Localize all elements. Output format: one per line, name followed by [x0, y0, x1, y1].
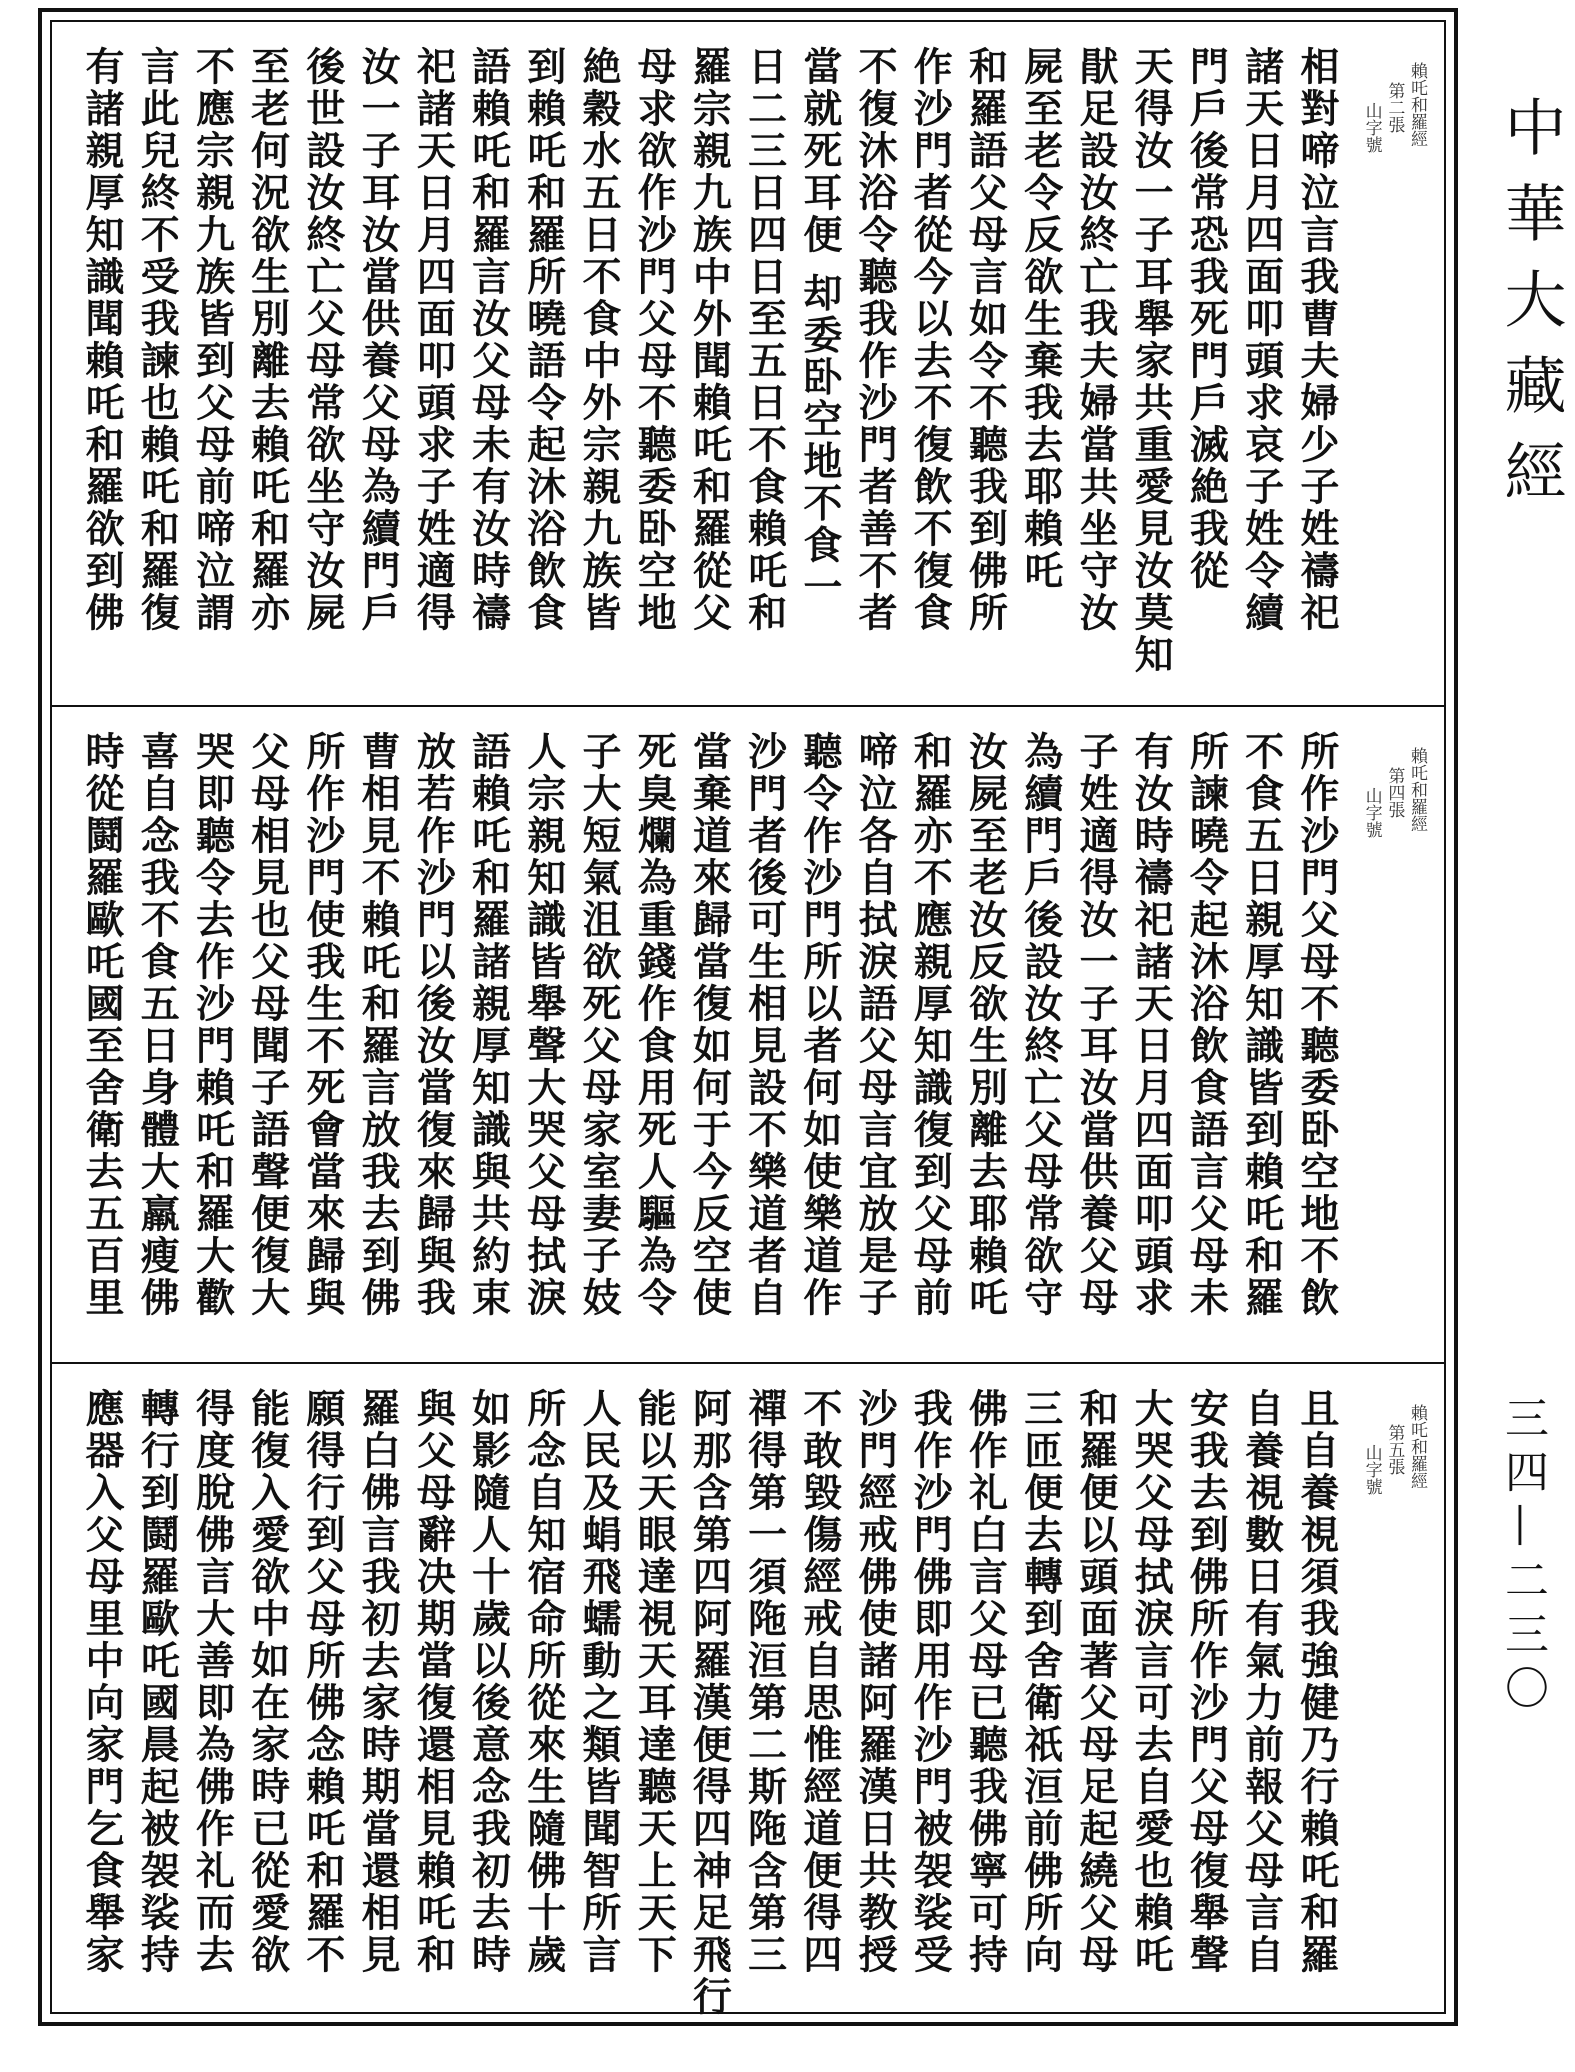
text-column: 得度脫佛言大善即為佛作礼而去	[189, 1388, 236, 1976]
register-bottom	[52, 1364, 1444, 2018]
text-column: 和羅亦不應親厚知識復到父母前	[907, 731, 954, 1319]
text-column: 三匝便去轉到舍衛祇洹前佛所向	[1017, 1388, 1064, 1976]
text-column: 作沙門者從今以去不復飲不復食	[907, 46, 954, 634]
text-column: 絶穀水五日不食中外宗親九族皆	[575, 46, 622, 634]
text-column: 啼泣各自拭淚語父母言宜放是子	[852, 731, 899, 1319]
text-column: 羅宗親九族中外聞賴吒和羅從父	[686, 46, 733, 634]
text-column: 沙門經戒佛使諸阿羅漢日共教授	[852, 1388, 899, 1976]
text-column: 時從鬪羅歐吒國至舍衛去五百里	[79, 731, 125, 1319]
text-column: 汝一子耳汝當供養父母為續門戶	[355, 46, 402, 634]
text-column: 人宗親知識皆舉聲大哭父母拭淚	[520, 731, 567, 1319]
text-column: 如影隨人十歲以後意念我初去時	[465, 1388, 512, 1976]
text-column: 曹相見不賴吒和羅言放我去到佛	[355, 731, 402, 1319]
text-column: 喜自念我不食五日身體大羸瘦佛	[134, 731, 181, 1319]
text-column: 佛作礼白言父母已聽我佛寧可持	[962, 1388, 1009, 1976]
text-column: 人民及蜎飛蠕動之類皆聞智所言	[575, 1388, 622, 1976]
text-column: 與父母辭决期當復還相見賴吒和	[410, 1388, 457, 1976]
text-column: 後世設汝終亡父母常欲坐守汝屍	[299, 46, 346, 634]
text-column: 死臭爛為重錢作食用死人驅為令	[631, 731, 678, 1319]
gutter-notes	[1346, 747, 1426, 1322]
text-column: 子大短氣沮欲死父母家室妻子妓	[575, 731, 622, 1319]
text-column: 羅白佛言我初去家時期當還相見	[355, 1388, 402, 1976]
text-column: 屍至老令反欲生棄我去耶賴吒	[1017, 46, 1064, 592]
text-column: 語賴吒和羅諸親厚知識與共約束	[465, 731, 512, 1319]
text-column: 言此兒終不受我諫也賴吒和羅復	[134, 46, 181, 634]
text-column: 天得汝一子耳舉家共重愛見汝莫知	[1128, 46, 1175, 676]
text-column: 放若作沙門以後汝當復來歸與我	[410, 731, 457, 1319]
text-columns	[79, 731, 1340, 1352]
text-column: 日二三日四日至五日不食賴吒和	[741, 46, 788, 634]
page-frame	[38, 8, 1458, 2026]
text-column: 所念自知宿命所從來生隨佛十歲	[520, 1388, 567, 1976]
text-column: 禪得第一須陁洹第二斯陁含第三	[741, 1388, 788, 1976]
register-middle	[52, 707, 1444, 1364]
text-column: 且自養視須我強健乃行賴吒和羅	[1293, 1388, 1340, 1976]
text-column: 有諸親厚知識聞賴吒和羅欲到佛	[79, 46, 125, 634]
text-column: 門戶後常恐我死門戶滅絶我從	[1183, 46, 1230, 592]
text-column: 所諫曉令起沐浴飲食語言父母未	[1183, 731, 1230, 1319]
gutter-notes	[1346, 62, 1426, 665]
page-number: 三四—二三〇	[1497, 1395, 1548, 1719]
gutter-note: 第五張	[1384, 1424, 1405, 1475]
text-column: 沙門者後可生相見設不樂道者自	[741, 731, 788, 1319]
text-column: 聽令作沙門所以者何如使樂道作	[796, 731, 843, 1319]
gutter-note: 山字號	[1361, 102, 1382, 153]
text-columns	[79, 1388, 1340, 2018]
text-column: 汝屍至老汝反欲生別離去耶賴吒	[962, 731, 1009, 1319]
text-column: 不食五日親厚知識皆到賴吒和羅	[1238, 731, 1285, 1319]
text-column: 父母相見也父母聞子語聲便復大	[244, 731, 291, 1319]
text-column: 阿那含第四阿羅漢便得四神足飛行	[686, 1388, 733, 2018]
text-column: 不復沐浴令聽我作沙門者善不者	[852, 46, 899, 634]
text-column: 到賴吒和羅所曉語令起沐浴飲食	[520, 46, 567, 634]
text-column: 相對啼泣言我曹夫婦少子姓禱祀	[1293, 46, 1340, 634]
text-column: 不敢毀傷經戒自思惟經道便得四	[796, 1388, 843, 1976]
text-column: 和羅語父母言如令不聽我到佛所	[962, 46, 1009, 634]
text-column: 願得行到父母所佛念賴吒和羅不	[299, 1388, 346, 1976]
gutter-note: 賴吒和羅經	[1407, 62, 1427, 147]
gutter-note: 山字號	[1361, 1444, 1382, 1495]
text-column: 不應宗親九族皆到父母前啼泣謂	[189, 46, 236, 634]
gutter-note: 賴吒和羅經	[1407, 1404, 1427, 1489]
text-column: 我作沙門佛即用作沙門被袈裟受	[907, 1388, 954, 1976]
text-column: 能以天眼達視天耳達聽天上天下	[631, 1388, 678, 1976]
register-top	[52, 22, 1444, 707]
gutter-note: 第二張	[1384, 82, 1405, 133]
text-column: 哭即聽令去作沙門賴吒和羅大歡	[189, 731, 236, 1319]
collection-title: 中華大藏經	[1494, 95, 1567, 525]
text-column: 安我去到佛所作沙門父母復舉聲	[1183, 1388, 1230, 1976]
text-column: 子姓適得汝一子耳汝當供養父母	[1072, 731, 1119, 1319]
inner-frame	[50, 20, 1446, 2018]
text-column: 猒足設汝終亡我夫婦當共坐守汝	[1072, 46, 1119, 634]
gutter-note: 賴吒和羅經	[1407, 747, 1427, 832]
text-column: 所作沙門父母不聽委卧空地不飲	[1293, 731, 1340, 1319]
text-column: 當棄道來歸當復如何于今反空使	[686, 731, 733, 1319]
text-column: 有汝時禱祀諸天日月四面叩頭求	[1128, 731, 1175, 1319]
text-column: 母求欲作沙門父母不聽委卧空地	[631, 46, 678, 634]
text-column: 自養視數日有氣力前報父母言自	[1238, 1388, 1285, 1976]
text-column: 至老何況欲生別離去賴吒和羅亦	[244, 46, 291, 634]
text-column: 轉行到鬪羅歐吒國晨起被袈裟持	[134, 1388, 181, 1976]
text-column: 語賴吒和羅言汝父母未有汝時禱	[465, 46, 512, 634]
text-column: 應器入父母里中向家門乞食舉家	[79, 1388, 125, 1976]
gutter-note: 山字號	[1361, 787, 1382, 838]
text-column: 所作沙門使我生不死會當來歸與	[299, 731, 346, 1319]
text-column: 為續門戶後設汝終亡父母常欲守	[1017, 731, 1064, 1319]
text-column: 大哭父母拭淚言可去自愛也賴吒	[1128, 1388, 1175, 1976]
gutter-notes	[1346, 1404, 1426, 1972]
text-column: 諸天日月四面叩頭求哀子姓令續	[1238, 46, 1285, 634]
gutter-note: 第四張	[1384, 767, 1405, 818]
text-columns	[79, 46, 1340, 695]
text-column: 能復入愛欲中如在家時已從愛欲	[244, 1388, 291, 1976]
text-column: 祀諸天日月四面叩頭求子姓適得	[410, 46, 457, 634]
text-column: 當就死耳便 却委卧空地不食一	[796, 46, 843, 609]
text-column: 和羅便以頭面著父母足起繞父母	[1072, 1388, 1119, 1976]
